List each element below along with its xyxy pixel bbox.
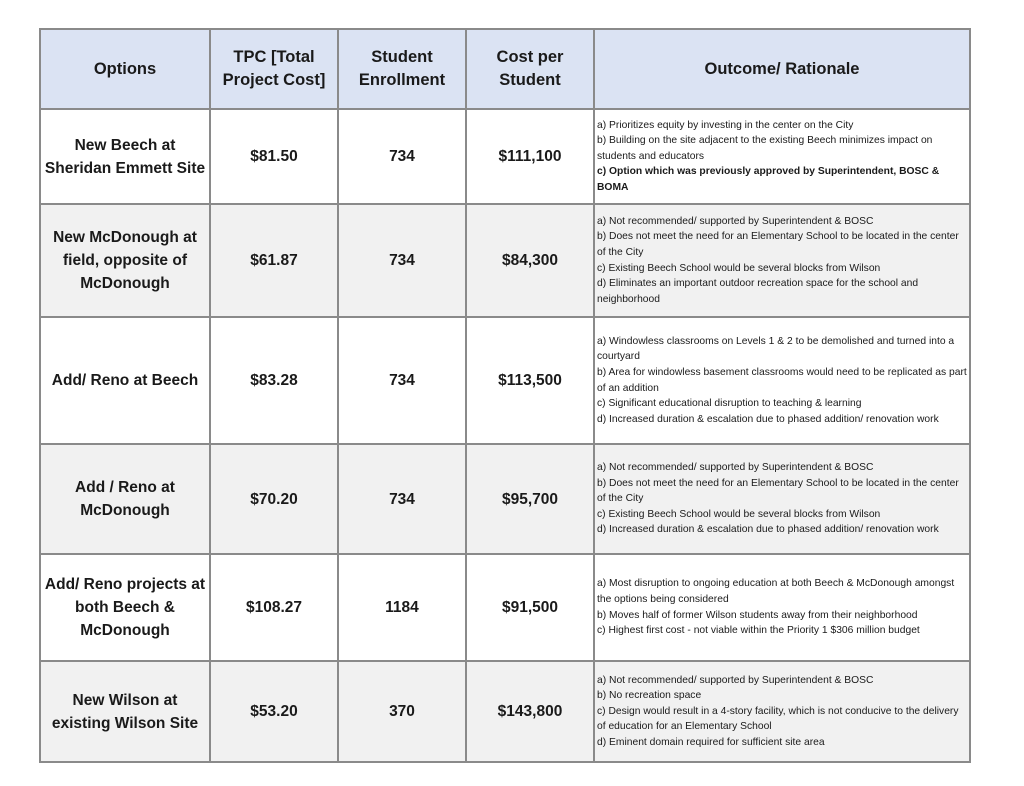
header-cost-per-student: Cost per Student <box>466 29 594 109</box>
header-tpc: TPC [Total Project Cost] <box>210 29 338 109</box>
enrollment-cell: 734 <box>338 204 466 317</box>
rationale-item: a) Prioritizes equity by investing in the center on the City <box>597 119 854 131</box>
tpc-cell: $53.20 <box>210 661 338 762</box>
enrollment-cell: 1184 <box>338 554 466 661</box>
rationale-item: b) Area for windowless basement classrooms would need to be replicated as part of an addition <box>597 366 967 394</box>
rationale-item: a) Not recommended/ supported by Superintendent & BOSC <box>597 462 874 474</box>
rationale-item: c) Option which was previously approved by Superintendent, BOSC & BOMA <box>597 166 940 193</box>
rationale-cell <box>594 109 970 204</box>
rationale-cell <box>594 204 970 317</box>
table-header <box>40 29 970 109</box>
header-row <box>40 29 970 109</box>
enrollment-cell: 734 <box>338 109 466 204</box>
rationale-item: c) Significant educational disruption to teaching & learning <box>597 398 862 410</box>
rationale-cell <box>594 317 970 444</box>
tpc-cell: $70.20 <box>210 444 338 554</box>
header-options: Options <box>40 29 210 109</box>
options-comparison-table <box>39 28 971 763</box>
cost-per-student-cell: $91,500 <box>466 554 594 661</box>
rationale-item: d) Increased duration & escalation due to phased addition/ renovation work <box>597 413 939 425</box>
rationale-item: d) Eliminates an important outdoor recreation space for the school and neighborhood <box>597 278 919 305</box>
rationale-item: a) Windowless classrooms on Levels 1 & 2 to be demolished and turned into a courtyard <box>597 335 955 363</box>
enrollment-cell: 370 <box>338 661 466 762</box>
table-row <box>40 444 970 554</box>
option-name-cell: Add/ Reno projects at both Beech & McDonough <box>40 554 210 661</box>
rationale-item: b) Building on the site adjacent to the existing Beech minimizes impact on students and educators <box>597 135 933 162</box>
tpc-cell: $81.50 <box>210 109 338 204</box>
cost-per-student-cell: $143,800 <box>466 661 594 762</box>
rationale-item: d) Increased duration & escalation due to phased addition/ renovation work <box>597 524 939 536</box>
rationale-item: b) Does not meet the need for an Elementary School to be located in the center of the City <box>597 231 959 258</box>
rationale-item: c) Highest first cost - not viable within the Priority 1 $306 million budget <box>597 625 920 637</box>
rationale-item: c) Design would result in a 4-story facility, which is not conducive to the delivery of education for an Elementary School <box>597 705 959 733</box>
rationale-cell <box>594 444 970 554</box>
table-row <box>40 554 970 661</box>
tpc-cell: $61.87 <box>210 204 338 317</box>
rationale-item: a) Not recommended/ supported by Superintendent & BOSC <box>597 674 874 686</box>
tpc-cell: $83.28 <box>210 317 338 444</box>
table-row <box>40 317 970 444</box>
rationale-item: c) Existing Beech School would be several blocks from Wilson <box>597 508 881 520</box>
rationale-item: b) No recreation space <box>597 690 702 702</box>
option-name-cell: New Beech at Sheridan Emmett Site <box>40 109 210 204</box>
rationale-item: a) Most disruption to ongoing education at both Beech & McDonough amongst the options being considered <box>597 578 955 605</box>
rationale-item: b) Does not meet the need for an Elementary School to be located in the center of the City <box>597 477 959 505</box>
rationale-item: a) Not recommended/ supported by Superintendent & BOSC <box>597 215 874 227</box>
table-body <box>40 109 970 762</box>
enrollment-cell: 734 <box>338 444 466 554</box>
rationale-item: c) Existing Beech School would be several blocks from Wilson <box>597 262 881 274</box>
rationale-item: b) Moves half of former Wilson students away from their neighborhood <box>597 609 918 621</box>
option-name-cell: New McDonough at field, opposite of McDonough <box>40 204 210 317</box>
header-enrollment: Student Enrollment <box>338 29 466 109</box>
enrollment-cell: 734 <box>338 317 466 444</box>
rationale-item: d) Eminent domain required for sufficient site area <box>597 736 825 748</box>
table-row <box>40 204 970 317</box>
cost-per-student-cell: $111,100 <box>466 109 594 204</box>
table-row <box>40 661 970 762</box>
cost-per-student-cell: $113,500 <box>466 317 594 444</box>
option-name-cell: Add / Reno at McDonough <box>40 444 210 554</box>
cost-per-student-cell: $84,300 <box>466 204 594 317</box>
table-row <box>40 109 970 204</box>
cost-per-student-cell: $95,700 <box>466 444 594 554</box>
option-name-cell: New Wilson at existing Wilson Site <box>40 661 210 762</box>
tpc-cell: $108.27 <box>210 554 338 661</box>
rationale-cell <box>594 554 970 661</box>
header-outcome-rationale: Outcome/ Rationale <box>594 29 970 109</box>
rationale-cell <box>594 661 970 762</box>
option-name-cell: Add/ Reno at Beech <box>40 317 210 444</box>
